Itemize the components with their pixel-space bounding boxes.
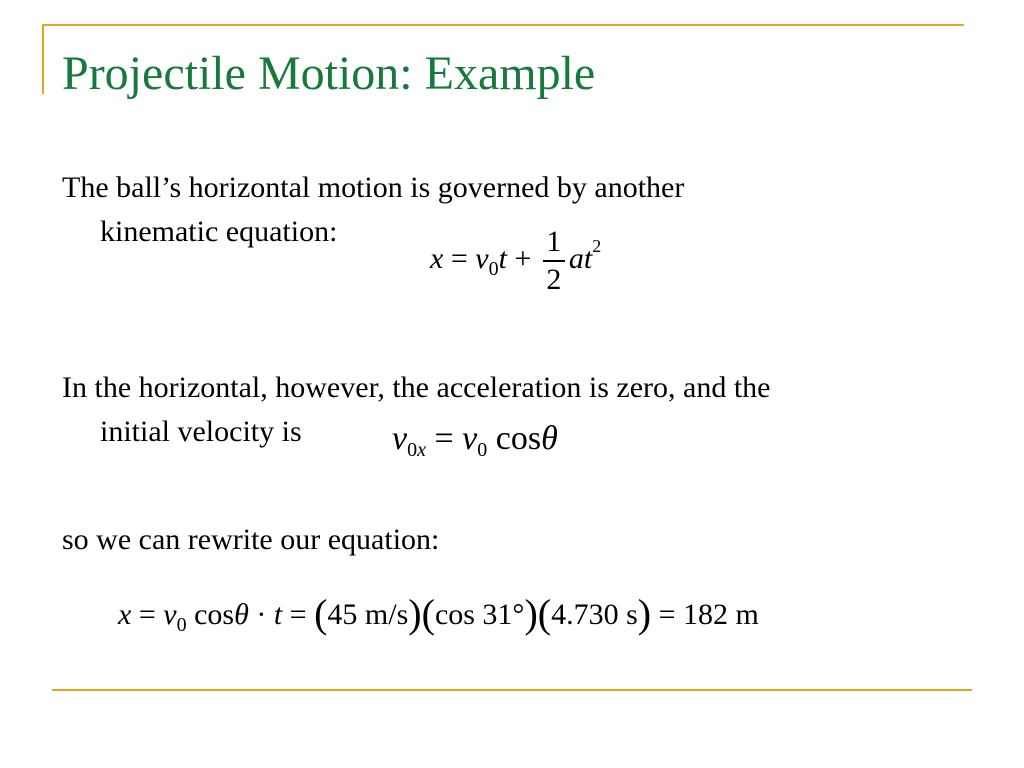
slide-title: Projectile Motion: Example (62, 47, 596, 100)
eq3-term-cos: cos 31° (434, 598, 525, 631)
eq3-equals1: = (138, 598, 156, 631)
equation-result (118, 587, 759, 634)
eq3-cos: cos (194, 598, 235, 631)
eq3-paren-open-2: ( (421, 591, 435, 636)
eq2-equals: = (434, 420, 454, 457)
eq2-v: v (392, 420, 408, 457)
eq3-paren-close-1: ) (408, 591, 422, 636)
eq3-paren-open-3: ( (537, 591, 552, 636)
frame-top-line (42, 24, 964, 26)
para3-text: so we can rewrite our equation: (62, 523, 440, 556)
equation-kinematic (430, 224, 601, 298)
eq1-v-sub: 0 (488, 257, 499, 280)
eq3-equals3: = (658, 598, 676, 631)
eq1-x: x (430, 241, 444, 275)
eq1-equals: = (450, 241, 468, 275)
eq2-theta: θ (541, 420, 558, 457)
eq3-equals2: = (289, 598, 307, 631)
eq1-fraction (543, 224, 565, 298)
paragraph-rewrite (62, 518, 439, 562)
eq3-x: x (118, 598, 132, 631)
eq3-dot: · (256, 598, 267, 631)
eq1-t: t (498, 241, 507, 275)
eq1-exponent: 2 (592, 235, 602, 256)
eq2-subx: x (417, 439, 426, 461)
frame-bottom-line (52, 689, 972, 691)
eq1-numerator: 1 (546, 225, 562, 258)
para1-line1: The ball’s horizontal motion is governed by another (62, 171, 685, 204)
para2-line1: In the horizontal, however, the acceleration is zero, and the (62, 371, 771, 404)
eq3-term-speed: 45 m/s (327, 598, 409, 631)
eq3-paren-close-3: ) (637, 591, 652, 636)
eq2-v2: v (462, 420, 478, 457)
eq3-result: 182 m (683, 598, 759, 631)
eq1-v: v (475, 241, 489, 275)
eq3-theta: θ (234, 598, 249, 631)
eq3-paren-open-1: ( (314, 591, 328, 636)
para2-line2: initial velocity is (100, 415, 302, 448)
eq2-sub02: 0 (477, 439, 488, 461)
equation-initial-velocity (392, 420, 558, 461)
eq3-t: t (273, 598, 283, 631)
eq3-paren-close-2: ) (524, 591, 538, 636)
eq1-at: at (568, 241, 593, 275)
eq3-term-time: 4.730 s (551, 598, 638, 631)
eq1-plus: + (514, 241, 532, 275)
eq2-cos: cos (495, 420, 542, 457)
eq1-denominator: 2 (546, 263, 562, 296)
para1-line2: kinematic equation: (100, 215, 338, 248)
eq3-sub0: 0 (176, 614, 187, 636)
frame-left-line (42, 24, 44, 94)
eq3-v: v (163, 598, 177, 631)
eq2-sub0: 0 (407, 439, 418, 461)
